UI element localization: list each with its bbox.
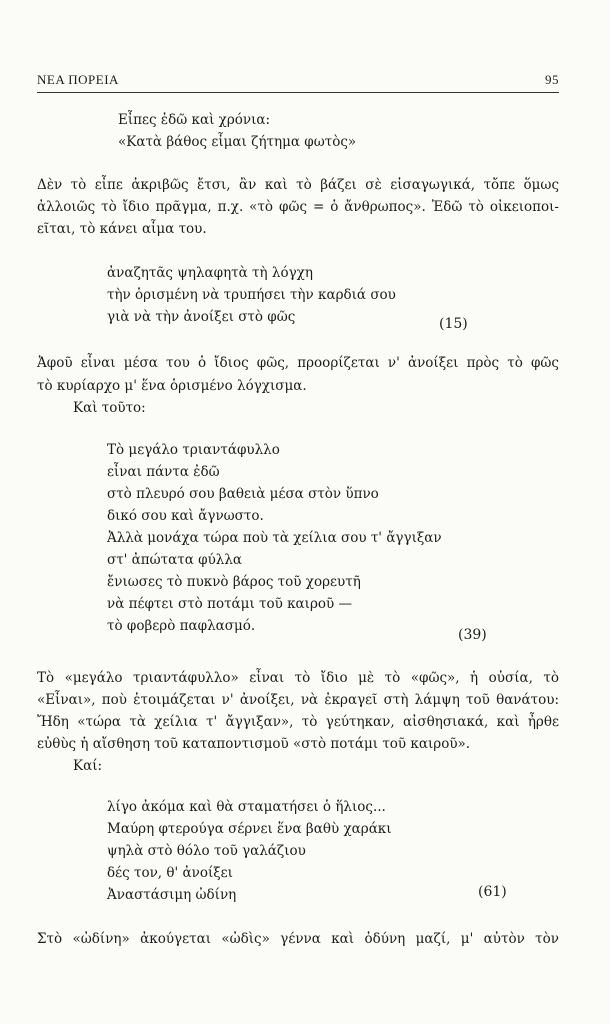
poem-line: γιὰ νὰ τὴν ἀνοίξει στὸ φῶς [107,309,296,325]
body-text-line: ἀλλοιῶς τὸ ἴδιο πρᾶγμα, π.χ. «τὸ φῶς = ὁ ἄνθρωπος». Ἐδῶ τὸ οἰκειοποι- [37,199,559,215]
header-rule [37,92,559,93]
line-number: (39) [458,627,487,643]
body-text-line: Καὶ τοῦτο: [73,400,146,416]
poem-line: στ' ἀπώτατα φύλλα [107,552,243,568]
poem-line: ἔνιωσες τὸ πυκνὸ βάρος τοῦ χορευτῆ [107,574,361,590]
epigraph-line: «Κατὰ βάθος εἶμαι ζήτημα φωτὸς» [118,134,357,150]
body-text-line: Στὸ «ὠδίνη» ἀκούγεται «ὠδὶς» γέννα καὶ ὀδύνη μαζί, μ' αὐτὸν τὸν [37,931,559,947]
poem-line: δές τον, θ' ἀνοίξει [107,865,233,881]
poem-line: δικό σου καὶ ἄγνωστο. [107,508,264,524]
line-number: (61) [478,884,507,900]
poem-line: ψηλὰ στὸ θόλο τοῦ γαλάζιου [107,843,306,859]
body-text-line: τὸ κυρίαρχο μ' ἕνα ὁρισμένο λόγχισμα. [37,378,307,394]
body-text-line: Ἀφοῦ εἶναι μέσα του ὁ ἴδιος φῶς, προορίζεται ν' ἀνοίξει πρὸς τὸ φῶς [37,355,559,371]
poem-line: τὴν ὁρισμένη νὰ τρυπήσει τὴν καρδιά σου [107,287,396,303]
poem-line: εἶναι πάντα ἐδῶ [107,464,220,480]
body-text-line: εὐθὺς ἡ αἴσθηση τοῦ καταποντισμοῦ «στὸ ποτάμι τοῦ καιροῦ». [37,736,471,752]
poem-line: ἀναζητᾶς ψηλαφητὰ τὴ λόγχη [107,265,313,281]
poem-line: τὸ φοβερὸ παφλασμό. [107,618,256,634]
poem-line: Τὸ μεγάλο τριαντάφυλλο [107,442,280,458]
body-text-line: Τὸ «μεγάλο τριαντάφυλλο» εἶναι τὸ ἴδιο μὲ τὸ «φῶς», ἡ οὐσία, τὸ [37,670,559,686]
epigraph-line: Εἶπες ἐδῶ καὶ χρόνια: [118,112,271,128]
journal-title: ΝΕΑ ΠΟΡΕΙΑ [37,72,119,87]
line-number: (15) [439,316,468,332]
body-text-line: Καί: [73,758,103,774]
body-text-line: Δὲν τὸ εἶπε ἀκριβῶς ἔτσι, ἂν καὶ τὸ βάζει σὲ εἰσαγωγικά, τὄπε ὅμως [37,177,559,193]
poem-line: νὰ πέφτει στὸ ποτάμι τοῦ καιροῦ — [107,596,353,612]
body-text-line: Ἤδη «τώρα τὰ χείλια τ' ἄγγιξαν», τὸ γεύτηκαν, αἰσθησιακά, καὶ ἦρθε [37,714,559,730]
poem-line: λίγο ἀκόμα καὶ θὰ σταματήσει ὁ ἥλιος... [107,799,386,815]
body-text-line: εῖται, τὸ κάνει αἷμα του. [37,221,207,237]
running-head [37,72,559,88]
poem-line: Μαύρη φτερούγα σέρνει ἕνα βαθὺ χαράκι [107,821,392,837]
poem-line: Ἀλλὰ μονάχα τώρα ποὺ τὰ χείλια σου τ' ἄγγιξαν [107,530,442,546]
body-text-line: «Εἶναι», ποὺ ἑτοιμάζεται ν' ἀνοίξει, νὰ ἐκραγεῖ στὴ λάμψη τοῦ θανάτου: [37,692,559,708]
poem-line: Ἀναστάσιμη ὠδίνη [107,887,237,903]
page-number: 95 [545,72,559,87]
poem-line: στὸ πλευρό σου βαθειὰ μέσα στὸν ὕπνο [107,486,379,502]
